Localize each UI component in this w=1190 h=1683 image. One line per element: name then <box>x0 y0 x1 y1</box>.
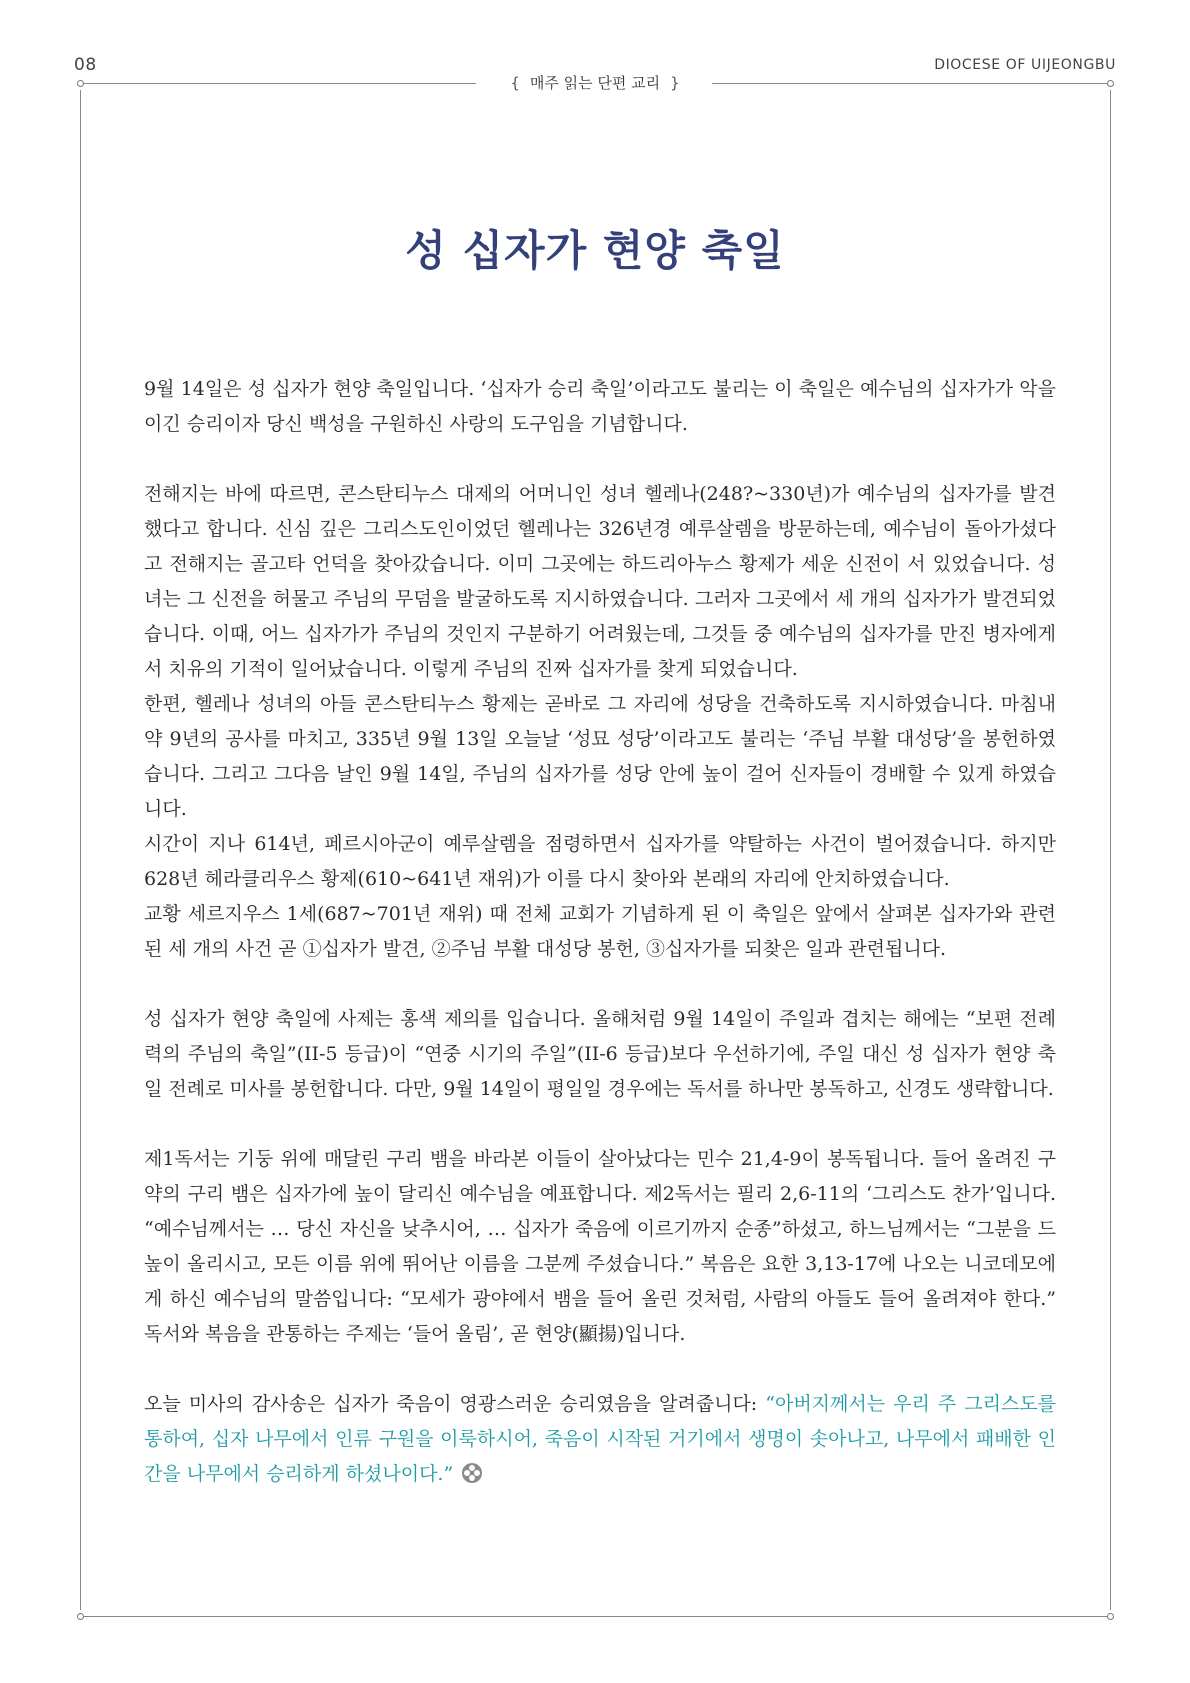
publication-name: DIOCESE OF UIJEONGBU <box>934 57 1116 73</box>
frame-left-rule <box>80 90 81 1610</box>
paragraph-preface <box>144 1387 1056 1492</box>
brace-open: { <box>510 74 520 92</box>
paragraph-persia: 시간이 지나 614년, 페르시아군이 예루살렘을 점령하면서 십자가를 약탈하는 사건이 벌어졌습니다. 하지만 628년 헤라클리우스 황제(610~641년 재위)가 이를 다시 찾아와 본래의 자리에 안치하였습니다. <box>144 833 1056 890</box>
series-title: 매주 읽는 단편 교리 <box>529 74 661 92</box>
series-label <box>0 72 1190 93</box>
page-number: 08 <box>74 55 97 75</box>
corner-dot-bottom-right <box>1107 1613 1114 1620</box>
paragraph-intro: 9월 14일은 성 십자가 현양 축일입니다. ‘십자가 승리 축일’이라고도 불리는 이 축일은 예수님의 십자가가 악을 이긴 승리이자 당신 백성을 구원하신 사랑의 도구임을 기념합니다. <box>144 378 1056 435</box>
article-title: 성 십자가 현양 축일 <box>405 226 785 275</box>
article-body <box>144 372 1056 1492</box>
corner-dot-top-left <box>77 80 84 87</box>
brace-close: } <box>670 74 680 92</box>
frame-bottom-rule <box>80 1616 1110 1617</box>
paragraph-liturgy: 성 십자가 현양 축일에 사제는 홍색 제의를 입습니다. 올해처럼 9월 14일이 주일과 겹치는 해에는 “보편 전례력의 주님의 축일”(II-5 등급)이 “연중 시기의 주일”(II-6 등급)보다 우선하기에, 주일 대신 성 십자가 현양 축일 전례로 미사를 봉헌합니다. 다만, 9월 14일이 평일일 경우에는 독서를 하나만 봉독하고, 신경도 생략합니다. <box>144 1008 1056 1100</box>
paragraph-helena: 전해지는 바에 따르면, 콘스탄티누스 대제의 어머니인 성녀 헬레나(248?~330년)가 예수님의 십자가를 발견했다고 합니다. 신심 깊은 그리스도인이었던 헬레나는 326년경 예루살렘을 방문하는데, 예수님이 돌아가셨다고 전해지는 골고타 언덕을 찾아갔습니다. 이미 그곳에는 하드리아누스 황제가 세운 신전이 서 있었습니다. 성녀는 그 신전을 허물고 주님의 무덤을 발굴하도록 지시하였습니다. 그러자 그곳에서 세 개의 십자가가 발견되었습니다. 이때, 어느 십자가가 주님의 것인지 구분하기 어려웠는데, 그것들 중 예수님의 십자가를 만진 병자에게서 치유의 기적이 일어났습니다. 이렇게 주님의 진짜 십자가를 찾게 되었습니다. <box>144 483 1056 680</box>
flower-end-mark-icon <box>461 1462 483 1484</box>
corner-dot-bottom-left <box>77 1613 84 1620</box>
frame-right-rule <box>1110 90 1111 1610</box>
paragraph-sergius: 교황 세르지우스 1세(687~701년 재위) 때 전체 교회가 기념하게 된 이 축일은 앞에서 살펴본 십자가와 관련된 세 개의 사건 곧 ①십자가 발견, ②주님 부활 대성당 봉헌, ③십자가를 되찾은 일과 관련됩니다. <box>144 903 1056 960</box>
paragraph-readings: 제1독서는 기둥 위에 매달린 구리 뱀을 바라본 이들이 살아났다는 민수 21,4-9이 봉독됩니다. 들어 올려진 구약의 구리 뱀은 십자가에 높이 달리신 예수님을 예표합니다. 제2독서는 필리 2,6-11의 ‘그리스도 찬가’입니다. “예수님께서는 … 당신 자신을 낮추시어, … 십자가 죽음에 이르기까지 순종”하셨고, 하느님께서는 “그분을 드높이 올리시고, 모든 이름 위에 뛰어난 이름을 그분께 주셨습니다.” 복음은 요한 3,13-17에 나오는 니코데모에게 하신 예수님의 말씀입니다: “모세가 광야에서 뱀을 들어 올린 것처럼, 사람의 아들도 들어 올려져야 한다.” 독서와 복음을 관통하는 주제는 ‘들어 올림’, 곧 현양(顯揚)입니다. <box>144 1148 1056 1345</box>
preface-quote: “아버지께서는 우리 주 그리스도를 통하여, 십자 나무에서 인류 구원을 이룩하시어, 죽음이 시작된 거기에서 생명이 솟아나고, 나무에서 패배한 인간을 나무에서 승리하게 하셨나이다.” <box>144 1393 1057 1485</box>
corner-dot-top-right <box>1107 80 1114 87</box>
preface-intro: 오늘 미사의 감사송은 십자가 죽음이 영광스러운 승리였음을 알려줍니다: <box>144 1393 766 1415</box>
paragraph-constantine: 한편, 헬레나 성녀의 아들 콘스탄티누스 황제는 곧바로 그 자리에 성당을 건축하도록 지시하였습니다. 마침내 약 9년의 공사를 마치고, 335년 9월 13일 오늘날 ‘성묘 성당’이라고도 불리는 ‘주님 부활 대성당’을 봉헌하였습니다. 그리고 그다음 날인 9월 14일, 주님의 십자가를 성당 안에 높이 걸어 신자들이 경배할 수 있게 하였습니다. <box>144 693 1056 820</box>
